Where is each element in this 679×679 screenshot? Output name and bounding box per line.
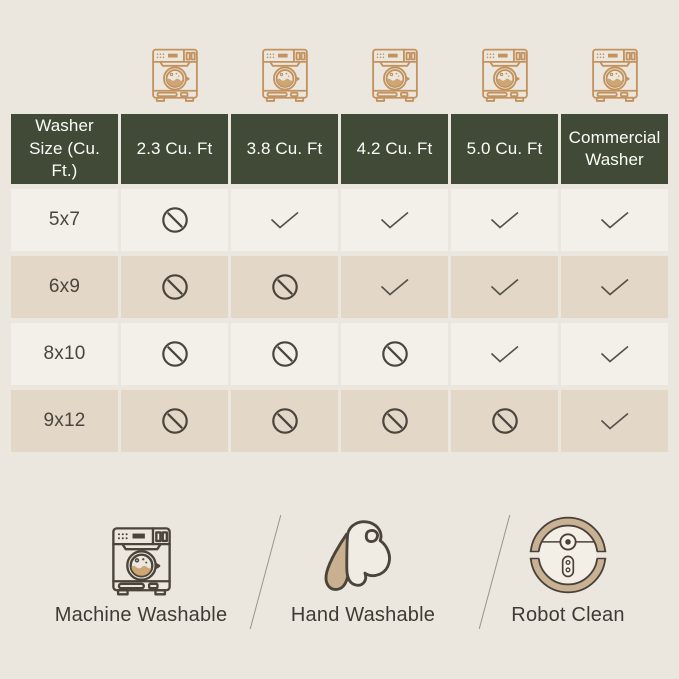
not-allowed-icon [161,273,189,301]
status-cell [121,323,228,385]
check-icon [599,344,630,365]
washing-machine-icon [590,47,640,103]
empty-slot [11,47,118,103]
washing-machine-icon [260,47,310,103]
washing-machine-icon [480,47,530,103]
washer-icon-3-8 [231,47,338,103]
legend-hand-washable [278,511,448,627]
check-icon [379,210,410,231]
table-row-8x10 [11,323,668,385]
status-cell [561,323,668,385]
check-icon [269,210,300,231]
washing-machine-icon [150,47,200,103]
header-cell-4-2: 4.2 Cu. Ft [341,114,448,184]
legend-machine-washable [36,511,246,627]
washer-icon-2-3 [121,47,228,103]
status-cell [121,256,228,318]
status-cell [341,189,448,251]
table-header [11,114,668,184]
status-cell [451,323,558,385]
not-allowed-icon [381,340,409,368]
not-allowed-icon [161,206,189,234]
not-allowed-icon [271,273,299,301]
check-icon [489,210,520,231]
status-cell [561,390,668,452]
row-label: 8x10 [11,323,118,385]
status-cell [451,390,558,452]
row-label: 9x12 [11,390,118,452]
not-allowed-icon [381,407,409,435]
check-icon [379,277,410,298]
table-row-5x7 [11,189,668,251]
not-allowed-icon [271,340,299,368]
status-cell [561,189,668,251]
washer-icon-commercial [561,47,668,103]
status-cell [231,390,338,452]
header-cell-5-0: 5.0 Cu. Ft [451,114,558,184]
hand-wash-icon [315,511,411,597]
check-icon [599,411,630,432]
not-allowed-icon [161,340,189,368]
check-icon [489,277,520,298]
status-cell [121,189,228,251]
status-cell [341,323,448,385]
robot-vacuum-icon [526,511,610,597]
check-icon [599,210,630,231]
header-cell-washer-size: Washer Size (Cu. Ft.) [11,114,118,184]
legend-label: Machine Washable [54,604,228,626]
washing-machine-icon [370,47,420,103]
not-allowed-icon [271,407,299,435]
status-cell [231,256,338,318]
header-cell-3-8: 3.8 Cu. Ft [231,114,338,184]
status-cell [341,390,448,452]
status-cell [231,189,338,251]
washing-machine-icon [110,511,173,597]
status-cell [121,390,228,452]
row-label: 6x9 [11,256,118,318]
washing-machine-icon [110,525,173,597]
status-cell [451,189,558,251]
legend-label: Robot Clean [511,604,625,626]
status-cell [451,256,558,318]
washer-icon-5-0 [451,47,558,103]
table-row-9x12 [11,390,668,452]
check-icon [599,277,630,298]
not-allowed-icon [491,407,519,435]
not-allowed-icon [161,407,189,435]
header-cell-2-3: 2.3 Cu. Ft [121,114,228,184]
washer-icon-4-2 [341,47,448,103]
check-icon [489,344,520,365]
legend-robot-clean [493,511,643,627]
washer-icons-row [11,47,668,103]
row-label: 5x7 [11,189,118,251]
legend-divider [250,515,282,629]
header-cell-commercial: Commercial Washer [561,114,668,184]
status-cell [231,323,338,385]
table-row-6x9 [11,256,668,318]
status-cell [561,256,668,318]
legend-label: Hand Washable [290,604,436,626]
status-cell [341,256,448,318]
